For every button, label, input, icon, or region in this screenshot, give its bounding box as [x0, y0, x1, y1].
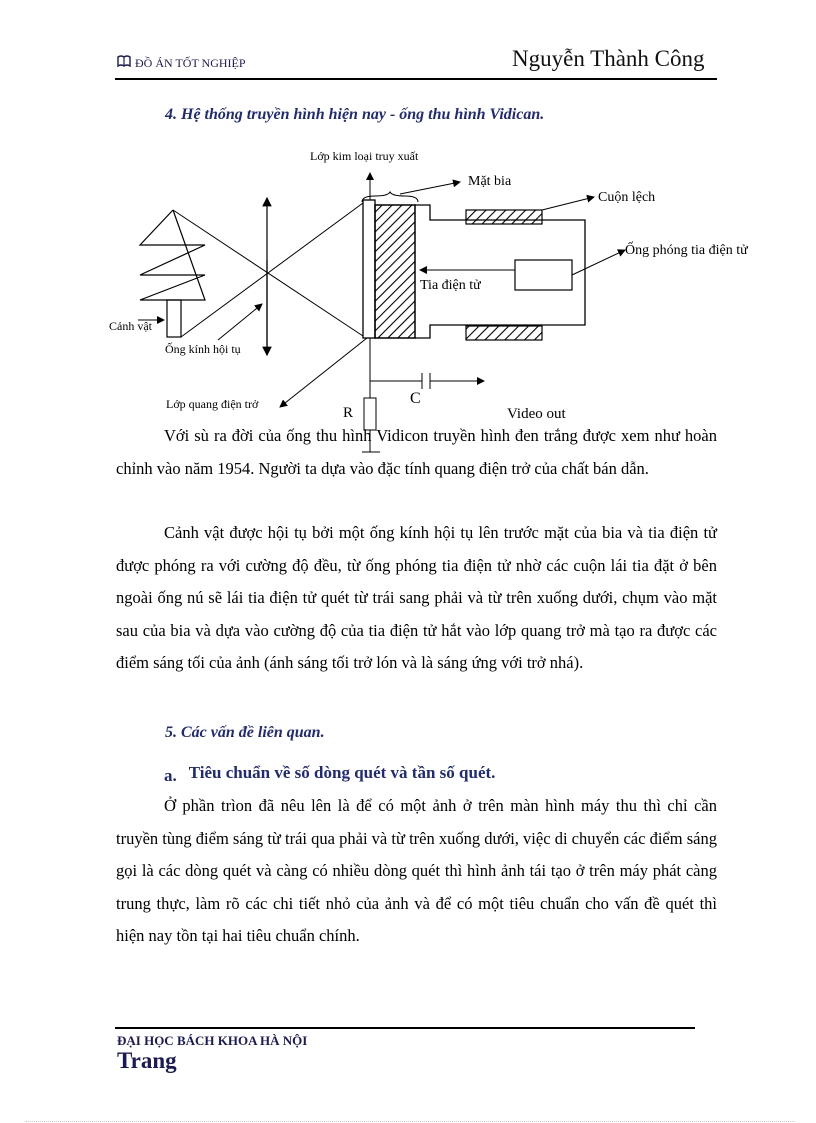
- label-r: R: [343, 405, 354, 421]
- footer-rule: [115, 1027, 695, 1029]
- footer-university: ĐẠI HỌC BÁCH KHOA HÀ NỘI: [117, 1033, 308, 1048]
- label-lens: Ống kính hội tụ: [165, 342, 241, 356]
- label-metal: Lớp kim loại truy xuất: [310, 149, 419, 163]
- footer-page-label: Trang: [117, 1048, 177, 1073]
- paragraph-scan: Ở phần trìon đã nêu lên là để có một ảnh ở trên màn hình máy thu thì chỉ cần truyền tùng điểm sáng từ trái qua phải và từ trên xuống dưới, việc di chuyển các điểm sáng gọi là các dòng quét và càng có nhiều dòng quét thì hình ảnh tái tạo ở trên máy phát càng trung thực, làm rõ các chi tiết nhỏ của ảnh và để có một tiêu chuẩn cho vấn đề quét thì hiện nay tồn tại hai tiêu chuẩn chính.: [116, 796, 717, 945]
- photo-pointer: [280, 338, 367, 407]
- label-video-out: Video out: [507, 406, 566, 422]
- light-rays: [173, 203, 363, 337]
- section-4-title: 4. Hệ thống truyền hình hiện nay - ống thu hình Vidican.: [165, 106, 545, 123]
- header-left: [117, 55, 246, 71]
- page-bottom-border: [25, 1121, 795, 1122]
- label-scene: Cảnh vật: [109, 319, 152, 333]
- subsection-a: [164, 763, 495, 783]
- book-icon: [117, 55, 131, 71]
- subsection-marker: a.: [164, 766, 177, 785]
- label-gun: Ống phóng tia điện tử: [625, 243, 748, 258]
- scene-tree: [140, 210, 205, 337]
- lens-pointer: [218, 304, 262, 340]
- label-coil: Cuộn lệch: [598, 190, 656, 205]
- paragraph-vidicon: Với sù ra đời của ống thu hình Vidicon truyền hình đen trắng được xem như hoàn chỉnh vào năm 1954. Người ta dựa vào đặc tính quang điện trở của chất bán dẫn.: [116, 426, 717, 478]
- header-left-text: ĐỒ ÁN TỐT NGHIỆP: [135, 55, 246, 70]
- label-target: Mặt bia: [468, 174, 512, 189]
- coil-bottom: [466, 326, 542, 340]
- vidicon-diagram: [100, 140, 790, 460]
- target-arrow: [400, 182, 460, 194]
- gun-arrow: [572, 250, 625, 275]
- electron-gun: [515, 260, 572, 290]
- header-rule: [115, 78, 717, 80]
- label-c: C: [410, 390, 421, 407]
- section-5-title: 5. Các vấn đề liên quan.: [165, 724, 325, 741]
- header-author: Nguyễn Thành Công: [512, 46, 705, 71]
- paragraph-scene: Cảnh vật được hội tụ bởi một ống kính hội tụ lên trước mặt của bia và tia điện tử được phóng ra với cường độ đều, từ ống phóng tia điện tử nhờ các cuộn lái tia đặt ở bên ngoài ống nú sẽ lái tia điện tử quét từ trái sang phải và từ trên xuống dưới, chụm vào mặt sau của bia và dựa vào cường độ của tia điện tử hắt vào lớp quang trở mà tạo ra được các điểm sáng tối của ảnh (ánh sáng tối trở lón và là sáng ứng với trở nhá).: [116, 523, 717, 672]
- subsection-title: Tiêu chuẩn về số dòng quét và tần số quét.: [188, 763, 496, 782]
- label-beam: Tia điện tử: [420, 278, 481, 293]
- label-photo: Lớp quang điện trở: [166, 397, 259, 411]
- metal-layer: [363, 200, 375, 338]
- target-plate: [375, 205, 415, 338]
- coil-arrow: [542, 197, 594, 210]
- coil-top: [466, 210, 542, 224]
